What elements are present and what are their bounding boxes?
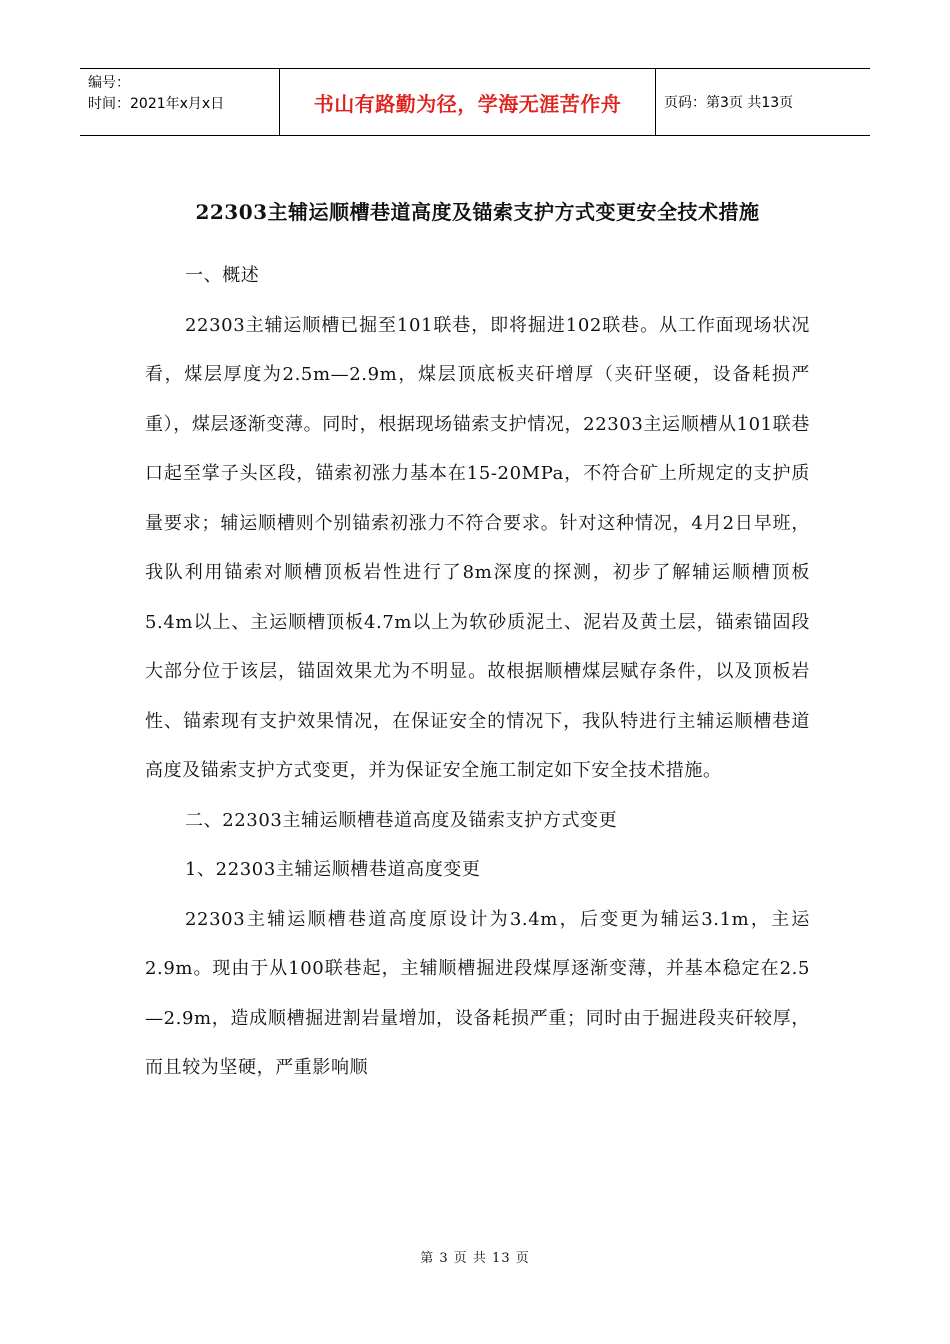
section-heading-overview: 一、概述 — [185, 265, 260, 286]
subsection-heading-height: 1、22303主辅运顺槽巷道高度变更 — [185, 859, 481, 880]
header-page-info: 页码：第3页 共13页 — [664, 95, 794, 111]
document-date: 时间：2021年x月x日 — [88, 96, 225, 112]
header-motto: 书山有路勤为径，学海无涯苦作舟 — [280, 69, 656, 135]
overview-paragraph: 22303主辅运顺槽已掘至101联巷，即将掘进102联巷。从工作面现场状况看，煤层厚度为2.5m—2.9m，煤层顶底板夹矸增厚（夹矸坚硬，设备耗损严重），煤层逐渐变薄。同时，根据现场锚索支护情况，22303主运顺槽从101联巷口起至掌子头区段，锚索初涨力基本在15-20MPa，不符合矿上所规定的支护质量要求；辅运顺槽则个别锚索初涨力不符合要求。针对这种情况，4月2日早班，我队利用锚索对顺槽顶板岩性进行了8m深度的探测，初步了解辅运顺槽顶板5.4m以上、主运顺槽顶板4.7m以上为软砂质泥土、泥岩及黄土层，锚索锚固段大部分位于该层，锚固效果尤为不明显。故根据顺槽煤层赋存条件，以及顶板岩性、锚索现有支护效果情况，在保证安全的情况下，我队特进行主辅运顺槽巷道高度及锚索支护方式变更，并为保证安全施工制定如下安全技术措施。 — [145, 314, 810, 781]
header-meta — [80, 69, 280, 135]
document-title: 22303主辅运顺槽巷道高度及锚索支护方式变更安全技术措施 — [195, 200, 760, 224]
page-header — [80, 68, 870, 136]
document-number-label: 编号： — [88, 75, 130, 91]
document-body — [145, 200, 810, 1093]
height-change-paragraph: 22303主辅运顺槽巷道高度原设计为3.4m，后变更为辅运3.1m，主运2.9m。现由于从100联巷起，主辅顺槽掘进段煤厚逐渐变薄，并基本稳定在2.5—2.9m，造成顺槽掘进割岩量增加，设备耗损严重；同时由于掘进段夹矸较厚，而且较为坚硬，严重影响顺 — [145, 908, 810, 1078]
section-heading-change: 二、22303主辅运顺槽巷道高度及锚索支护方式变更 — [185, 809, 618, 831]
page-footer: 第 3 页 共 13 页 — [420, 1251, 530, 1266]
